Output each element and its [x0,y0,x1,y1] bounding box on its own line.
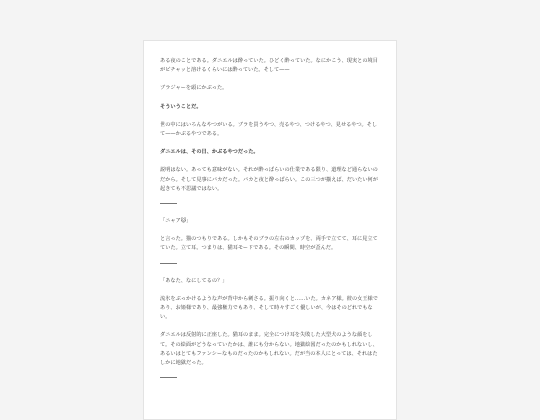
article-page [143,40,397,420]
section-divider [160,377,177,378]
paragraph: 流氷をぶっかけるような声が背中から刺さる。振り向くと……いた。カネア様。彼の女王様であり、お姫様であり、最強権力でもあり、そして時々すごく優しいが、今はそのどれでもない。 [160,295,378,321]
section-divider [160,263,177,264]
paragraph: 説明はない。あっても意味がない。それが酔っぱらいの仕業である限り、道理など通らないのだから。そして見事にバカだった。バカと夜と酔っぱらい。この三つが揃えば、だいたい何が起きても不思議ではない。 [160,167,378,192]
section-divider [160,203,177,204]
bold-paragraph: ダニエルは、その日、かぶるやつだった。 [160,149,259,156]
paragraph: ダニエルは反射的に正座した。猫耳のまま。完全につけ耳を失敗した大型犬のような顔をして。その絵面がどうなっていたかは、誰にも分からない。地獄絵図だったのかもしれないし、あるいはとてもファンシーなものだったのかもしれない。だが当の本人にとっては、それはたしかに地獄だった。 [160,332,378,367]
paragraph: ある夜のことである。ダニエルは酔っていた。ひどく酔っていた。なにかこう、現実との境目がピチャッと溶けるくらいには酔っていた。そして—— [160,58,378,74]
article-body [160,57,382,391]
paragraph: 「あなた、なにしてるの？」 [160,277,228,284]
paragraph: 「ニャア🐱」 [160,218,192,225]
bold-paragraph: そういうことだ。 [160,103,202,110]
paragraph: 世の中にはいろんなやつがいる。ブラを買うやつ、売るやつ、つけるやつ、見せるやつ。そして——かぶるやつである。 [160,121,378,138]
paragraph: ブラジャーを頭にかぶった。 [160,85,228,92]
paragraph: と言った。猫のつもりである。しかもそのブラの左右のカップを、両手で立てて、耳に見立てていた。立て耳。つまりは、猫耳モードである。その瞬間、時空が歪んだ。 [160,236,378,252]
